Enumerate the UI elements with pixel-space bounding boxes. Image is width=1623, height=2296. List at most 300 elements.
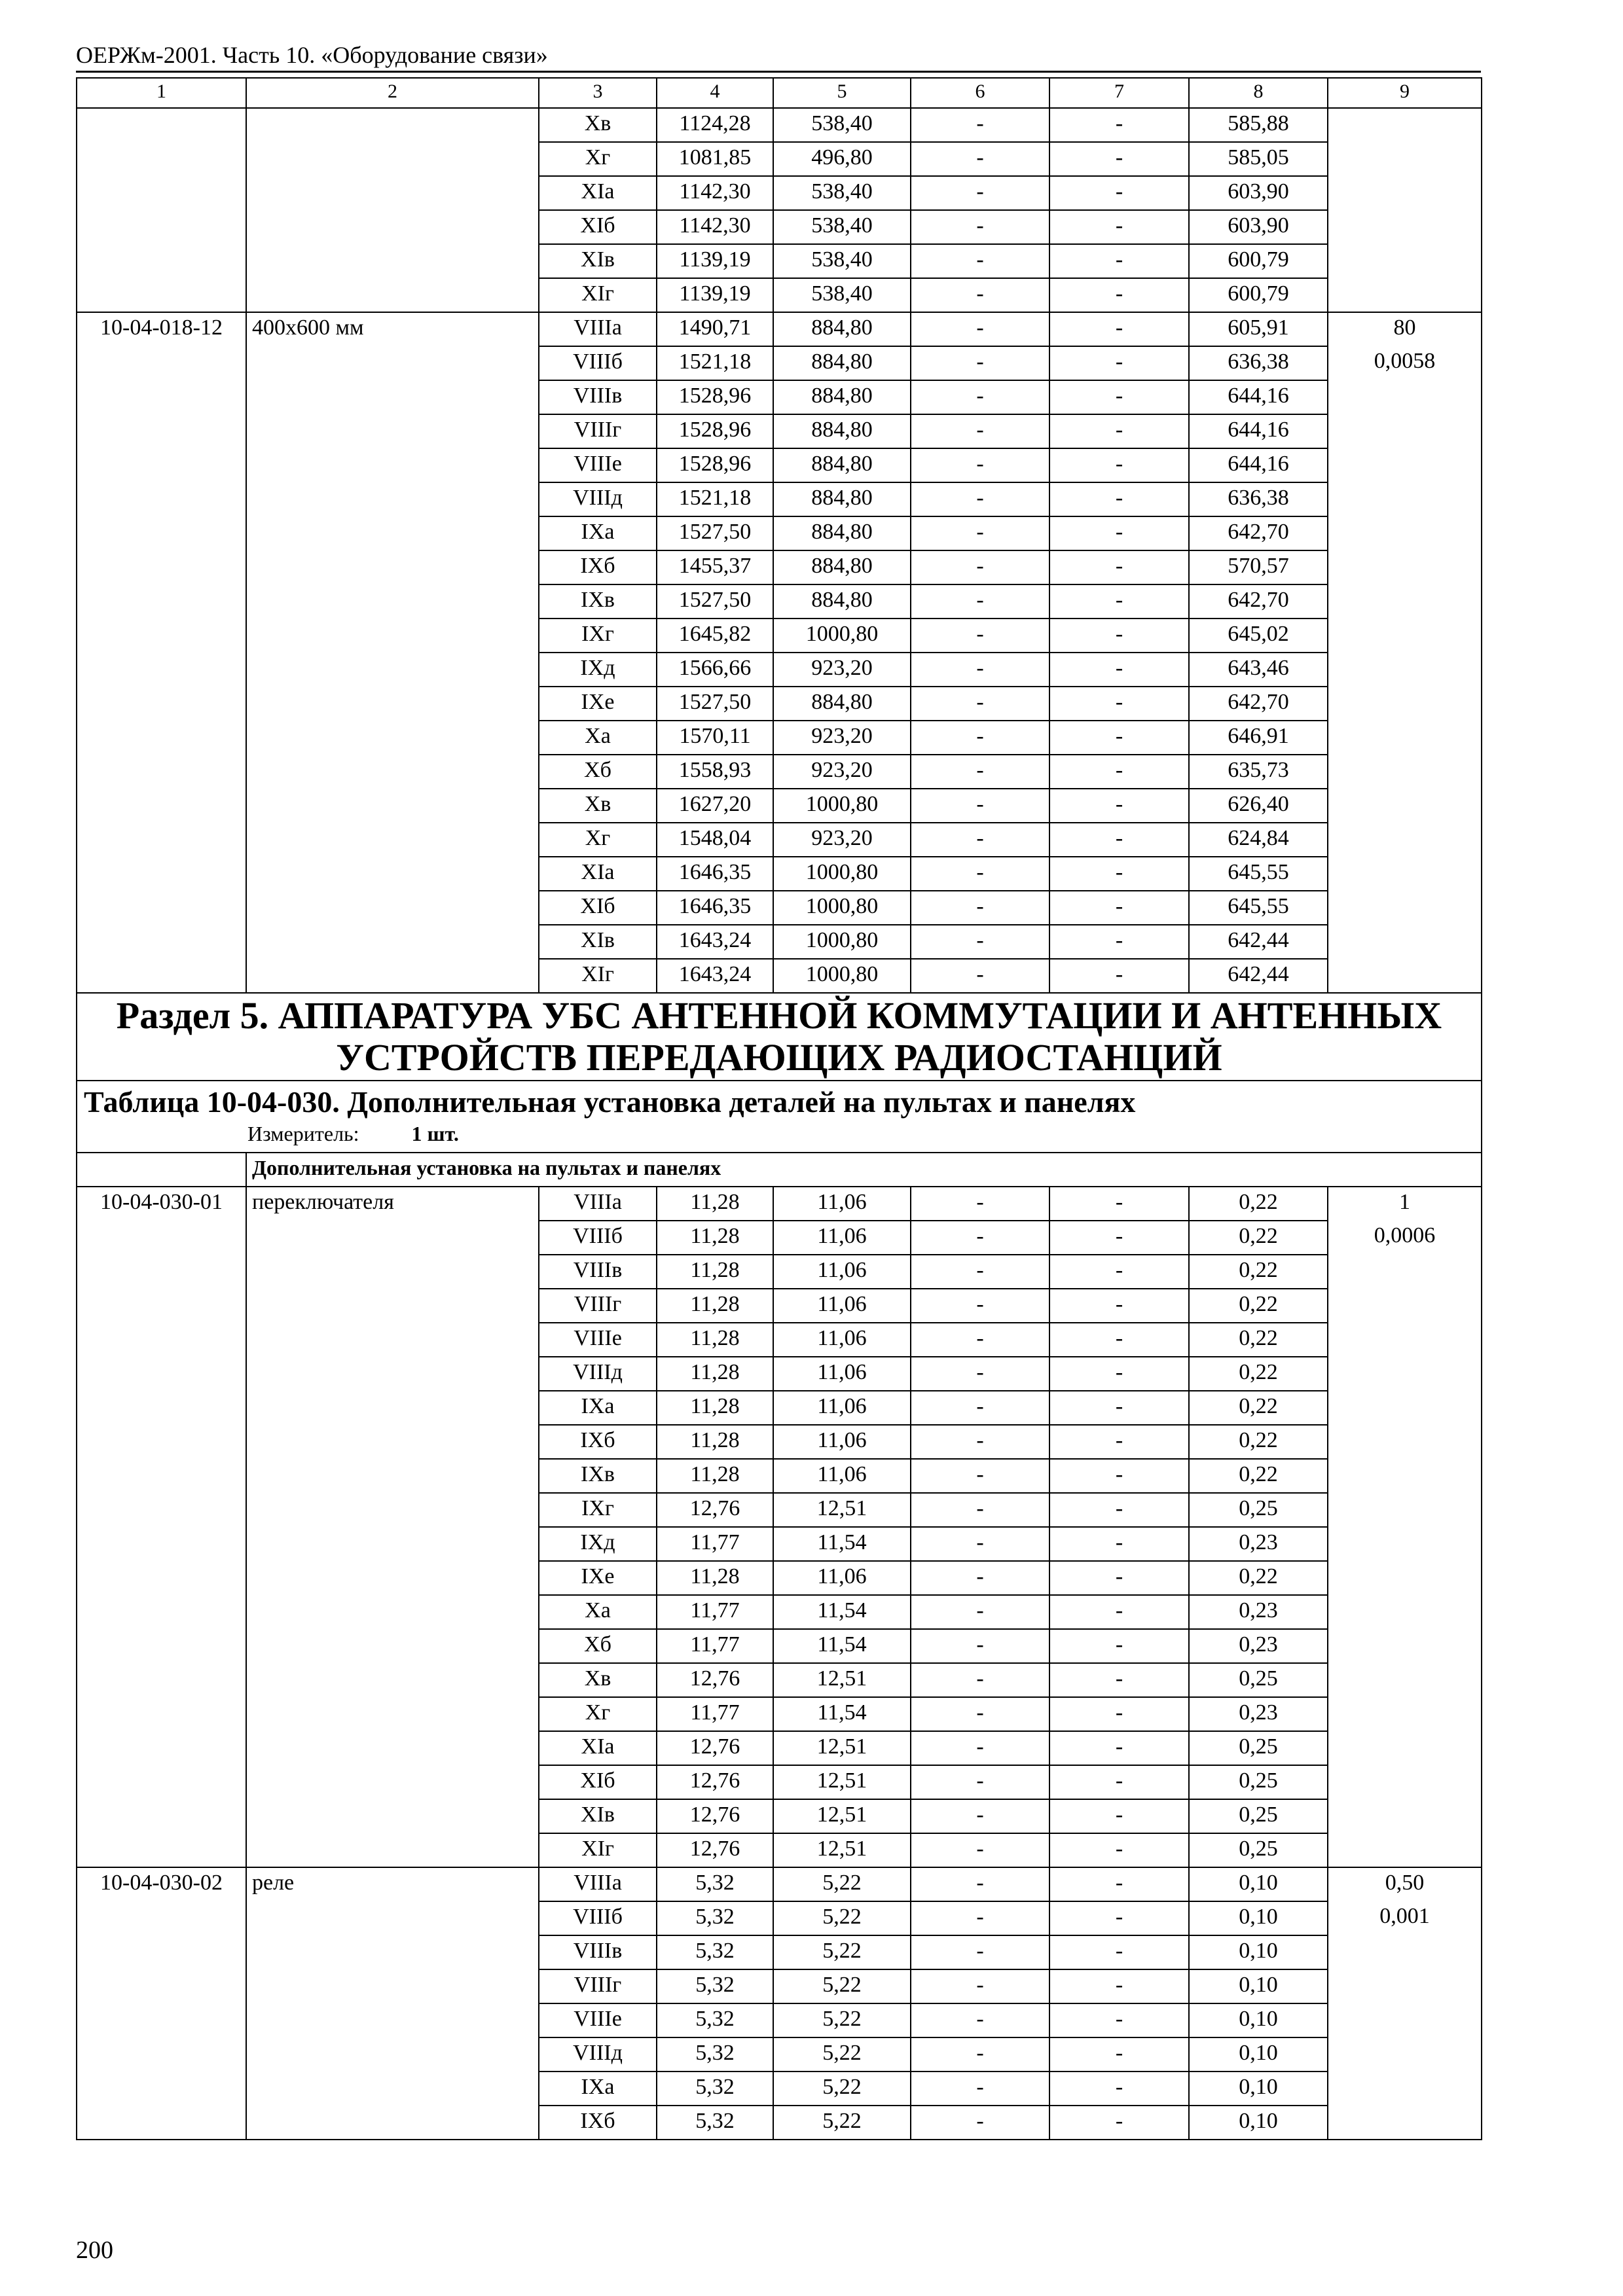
rate-note: 80 bbox=[1328, 312, 1482, 346]
table-cell: 923,20 bbox=[773, 721, 911, 755]
table-cell: - bbox=[1049, 1697, 1189, 1731]
table-cell: - bbox=[911, 1731, 1049, 1765]
column-number: 6 bbox=[911, 78, 1049, 108]
table-cell: 1000,80 bbox=[773, 619, 911, 653]
table-cell: VIIIг bbox=[539, 1289, 657, 1323]
table-cell: IXа bbox=[539, 2072, 657, 2106]
table-cell: 1527,50 bbox=[657, 516, 773, 550]
table-cell: 0,10 bbox=[1189, 2106, 1328, 2140]
rate-note-blank bbox=[1328, 2003, 1482, 2037]
table-cell: - bbox=[911, 1901, 1049, 1935]
table-cell: - bbox=[911, 2003, 1049, 2037]
table-cell: 1000,80 bbox=[773, 789, 911, 823]
table-cell: XIа bbox=[539, 1731, 657, 1765]
rate-note-blank bbox=[1328, 1765, 1482, 1799]
column-number-row bbox=[77, 78, 1482, 108]
table-cell: IXб bbox=[539, 550, 657, 584]
table-cell: - bbox=[1049, 1935, 1189, 1969]
table-cell: 12,76 bbox=[657, 1799, 773, 1833]
table-cell: - bbox=[1049, 1187, 1189, 1221]
table-cell: IXб bbox=[539, 1425, 657, 1459]
rate-note: 0,0058 bbox=[1328, 346, 1482, 380]
table-cell: 0,25 bbox=[1189, 1833, 1328, 1867]
table-cell: - bbox=[911, 244, 1049, 278]
rate-note-blank bbox=[1328, 210, 1482, 244]
table-cell: - bbox=[1049, 1799, 1189, 1833]
table-cell: 0,22 bbox=[1189, 1289, 1328, 1323]
table-cell: 11,06 bbox=[773, 1323, 911, 1357]
table-cell: 5,22 bbox=[773, 1935, 911, 1969]
rate-note: 0,0006 bbox=[1328, 1221, 1482, 1255]
rate-note-blank bbox=[1328, 1663, 1482, 1697]
table-cell: 0,10 bbox=[1189, 2003, 1328, 2037]
table-cell: 0,22 bbox=[1189, 1391, 1328, 1425]
rate-code: 10-04-030-01 bbox=[77, 1187, 246, 1867]
table-cell: 0,25 bbox=[1189, 1663, 1328, 1697]
table-cell: - bbox=[1049, 244, 1189, 278]
column-number: 1 bbox=[77, 78, 246, 108]
table-cell: - bbox=[911, 380, 1049, 414]
rate-note-blank bbox=[1328, 687, 1482, 721]
table-row bbox=[77, 312, 1482, 346]
rate-note-blank bbox=[1328, 1357, 1482, 1391]
table-cell: IXе bbox=[539, 1561, 657, 1595]
table-cell: 642,44 bbox=[1189, 925, 1328, 959]
table-cell: 11,28 bbox=[657, 1459, 773, 1493]
table-cell: 0,10 bbox=[1189, 2037, 1328, 2072]
rates-table bbox=[76, 77, 1482, 2140]
table-cell: - bbox=[911, 550, 1049, 584]
page-number: 200 bbox=[76, 2236, 113, 2264]
table-cell: 1455,37 bbox=[657, 550, 773, 584]
table-cell: Xб bbox=[539, 755, 657, 789]
table-cell: 642,70 bbox=[1189, 516, 1328, 550]
table-cell: - bbox=[1049, 1901, 1189, 1935]
rate-note-blank bbox=[1328, 1935, 1482, 1969]
table-cell: 12,51 bbox=[773, 1765, 911, 1799]
table-cell: 923,20 bbox=[773, 823, 911, 857]
table-subheading: Дополнительная установка на пультах и панелях bbox=[246, 1153, 1482, 1187]
table-cell: 11,06 bbox=[773, 1459, 911, 1493]
rate-note-blank bbox=[1328, 1833, 1482, 1867]
rate-code bbox=[77, 108, 246, 312]
rate-note-blank bbox=[1328, 755, 1482, 789]
table-cell: 1558,93 bbox=[657, 755, 773, 789]
table-cell: - bbox=[1049, 210, 1189, 244]
section-block bbox=[77, 993, 1482, 1187]
table-cell: - bbox=[911, 1595, 1049, 1629]
table-cell: - bbox=[1049, 2072, 1189, 2106]
table-cell: 884,80 bbox=[773, 516, 911, 550]
table-cell: 603,90 bbox=[1189, 210, 1328, 244]
table-cell: 11,77 bbox=[657, 1595, 773, 1629]
table-cell: - bbox=[911, 414, 1049, 448]
table-cell: - bbox=[1049, 1833, 1189, 1867]
table-cell: 1490,71 bbox=[657, 312, 773, 346]
column-number: 8 bbox=[1189, 78, 1328, 108]
table-cell: XIб bbox=[539, 1765, 657, 1799]
table-cell: VIIIг bbox=[539, 1969, 657, 2003]
table-cell: 570,57 bbox=[1189, 550, 1328, 584]
table-cell: - bbox=[1049, 1969, 1189, 2003]
table-cell: 1142,30 bbox=[657, 176, 773, 210]
table-cell: 642,70 bbox=[1189, 687, 1328, 721]
table-cell: 0,10 bbox=[1189, 1867, 1328, 1901]
table-cell: 0,25 bbox=[1189, 1799, 1328, 1833]
table-cell: - bbox=[911, 619, 1049, 653]
table-cell: 5,32 bbox=[657, 2003, 773, 2037]
rate-note-blank bbox=[1328, 1425, 1482, 1459]
table-cell: VIIIд bbox=[539, 1357, 657, 1391]
table-cell: 626,40 bbox=[1189, 789, 1328, 823]
rate-note-blank bbox=[1328, 244, 1482, 278]
rate-note-blank bbox=[1328, 2037, 1482, 2072]
table-cell: - bbox=[1049, 721, 1189, 755]
table-cell: - bbox=[1049, 516, 1189, 550]
table-cell: 11,28 bbox=[657, 1255, 773, 1289]
rate-note-blank bbox=[1328, 142, 1482, 176]
rate-note-blank bbox=[1328, 1493, 1482, 1527]
table-cell: 0,25 bbox=[1189, 1765, 1328, 1799]
table-cell: - bbox=[911, 1697, 1049, 1731]
table-cell: - bbox=[911, 1969, 1049, 2003]
table-cell: Xа bbox=[539, 721, 657, 755]
table-cell: - bbox=[911, 1289, 1049, 1323]
table-cell: - bbox=[1049, 1221, 1189, 1255]
table-cell: 11,28 bbox=[657, 1425, 773, 1459]
table-cell: IXв bbox=[539, 584, 657, 619]
table-cell: 11,06 bbox=[773, 1561, 911, 1595]
table-cell: XIв bbox=[539, 925, 657, 959]
table-cell: IXа bbox=[539, 1391, 657, 1425]
table-cell: - bbox=[911, 1833, 1049, 1867]
table-cell: 884,80 bbox=[773, 448, 911, 482]
table-cell: - bbox=[1049, 891, 1189, 925]
rate-note-blank bbox=[1328, 550, 1482, 584]
table-cell: 11,54 bbox=[773, 1629, 911, 1663]
table-cell: IXд bbox=[539, 1527, 657, 1561]
table-cell: 624,84 bbox=[1189, 823, 1328, 857]
table-cell: - bbox=[1049, 278, 1189, 312]
table-cell: VIIIе bbox=[539, 2003, 657, 2037]
table-cell: 643,46 bbox=[1189, 653, 1328, 687]
table-cell: - bbox=[911, 1425, 1049, 1459]
table-cell: 642,44 bbox=[1189, 959, 1328, 993]
table-cell: IXа bbox=[539, 516, 657, 550]
table-cell: 636,38 bbox=[1189, 482, 1328, 516]
table-cell: 11,06 bbox=[773, 1221, 911, 1255]
table-cell: 600,79 bbox=[1189, 244, 1328, 278]
rate-code: 10-04-030-02 bbox=[77, 1867, 246, 2140]
table-body-bottom bbox=[77, 1187, 1482, 2140]
rate-note-blank bbox=[1328, 1697, 1482, 1731]
table-cell: 1527,50 bbox=[657, 687, 773, 721]
table-cell: Xв bbox=[539, 108, 657, 142]
rate-note-blank bbox=[1328, 108, 1482, 142]
table-cell: VIIIд bbox=[539, 2037, 657, 2072]
table-cell: 1645,82 bbox=[657, 619, 773, 653]
table-cell: 5,32 bbox=[657, 1935, 773, 1969]
table-row bbox=[77, 108, 1482, 142]
table-cell: 1570,11 bbox=[657, 721, 773, 755]
rate-note-blank bbox=[1328, 619, 1482, 653]
table-cell: Xа bbox=[539, 1595, 657, 1629]
measure-label: Измеритель: bbox=[247, 1122, 359, 1145]
table-cell: - bbox=[1049, 1629, 1189, 1663]
table-cell: 1646,35 bbox=[657, 891, 773, 925]
table-cell: 644,16 bbox=[1189, 380, 1328, 414]
table-cell: - bbox=[911, 1459, 1049, 1493]
rate-note-blank bbox=[1328, 414, 1482, 448]
measure-line bbox=[84, 1121, 1474, 1147]
table-cell: XIг bbox=[539, 278, 657, 312]
table-cell: 0,22 bbox=[1189, 1357, 1328, 1391]
table-cell: 1643,24 bbox=[657, 959, 773, 993]
column-number: 9 bbox=[1328, 78, 1482, 108]
table-cell: 0,22 bbox=[1189, 1425, 1328, 1459]
table-cell: 1142,30 bbox=[657, 210, 773, 244]
rate-note-blank bbox=[1328, 1731, 1482, 1765]
subheading-blank bbox=[77, 1153, 246, 1187]
table-cell: - bbox=[911, 312, 1049, 346]
table-cell: 644,16 bbox=[1189, 448, 1328, 482]
table-cell: - bbox=[911, 1561, 1049, 1595]
table-cell: 644,16 bbox=[1189, 414, 1328, 448]
table-cell: 0,22 bbox=[1189, 1561, 1328, 1595]
table-cell: VIIIв bbox=[539, 1935, 657, 1969]
table-cell: 0,10 bbox=[1189, 1935, 1328, 1969]
table-cell: - bbox=[1049, 1323, 1189, 1357]
table-cell: 11,54 bbox=[773, 1595, 911, 1629]
table-cell: - bbox=[1049, 959, 1189, 993]
table-title: Таблица 10-04-030. Дополнительная установка деталей на пультах и панелях bbox=[84, 1085, 1136, 1119]
table-cell: 11,06 bbox=[773, 1357, 911, 1391]
table-cell: 1566,66 bbox=[657, 653, 773, 687]
table-cell: XIа bbox=[539, 857, 657, 891]
table-cell: 642,70 bbox=[1189, 584, 1328, 619]
table-cell: XIв bbox=[539, 1799, 657, 1833]
table-cell: 12,51 bbox=[773, 1493, 911, 1527]
section-heading-row bbox=[77, 993, 1482, 1081]
table-cell: - bbox=[1049, 482, 1189, 516]
table-cell: - bbox=[911, 482, 1049, 516]
table-cell: - bbox=[1049, 550, 1189, 584]
table-cell: - bbox=[911, 823, 1049, 857]
table-cell: 11,06 bbox=[773, 1391, 911, 1425]
table-cell: 0,22 bbox=[1189, 1187, 1328, 1221]
table-cell: 0,22 bbox=[1189, 1323, 1328, 1357]
table-cell: - bbox=[911, 1867, 1049, 1901]
table-cell: - bbox=[911, 1323, 1049, 1357]
table-cell: - bbox=[911, 687, 1049, 721]
table-cell: - bbox=[1049, 1663, 1189, 1697]
table-cell: - bbox=[1049, 789, 1189, 823]
table-cell: 585,88 bbox=[1189, 108, 1328, 142]
table-cell: - bbox=[1049, 1425, 1189, 1459]
table-cell: - bbox=[911, 925, 1049, 959]
rate-note-blank bbox=[1328, 1255, 1482, 1289]
table-cell: XIг bbox=[539, 959, 657, 993]
table-cell: - bbox=[1049, 1527, 1189, 1561]
table-cell: 645,02 bbox=[1189, 619, 1328, 653]
table-cell: IXд bbox=[539, 653, 657, 687]
table-cell: 5,22 bbox=[773, 1867, 911, 1901]
page-header-title: ОЕРЖм-2001. Часть 10. «Оборудование связи» bbox=[76, 42, 548, 68]
table-cell: 884,80 bbox=[773, 346, 911, 380]
table-cell: - bbox=[1049, 1493, 1189, 1527]
rate-note-blank bbox=[1328, 925, 1482, 959]
table-cell: 11,28 bbox=[657, 1391, 773, 1425]
table-cell: 1528,96 bbox=[657, 414, 773, 448]
table-cell: 0,22 bbox=[1189, 1459, 1328, 1493]
table-cell: - bbox=[911, 959, 1049, 993]
rate-note: 0,001 bbox=[1328, 1901, 1482, 1935]
table-cell: 0,10 bbox=[1189, 2072, 1328, 2106]
table-cell: IXб bbox=[539, 2106, 657, 2140]
table-cell: 5,22 bbox=[773, 2003, 911, 2037]
table-cell: 5,22 bbox=[773, 2072, 911, 2106]
table-cell: 538,40 bbox=[773, 108, 911, 142]
rate-note-blank bbox=[1328, 176, 1482, 210]
table-cell: - bbox=[1049, 414, 1189, 448]
table-cell: 1000,80 bbox=[773, 891, 911, 925]
table-cell: - bbox=[1049, 1765, 1189, 1799]
table-cell: - bbox=[911, 176, 1049, 210]
table-cell: - bbox=[1049, 857, 1189, 891]
table-cell: 884,80 bbox=[773, 550, 911, 584]
rate-note-blank bbox=[1328, 891, 1482, 925]
table-cell: - bbox=[911, 584, 1049, 619]
table-cell: 12,51 bbox=[773, 1731, 911, 1765]
table-cell: - bbox=[911, 1799, 1049, 1833]
table-cell: - bbox=[1049, 312, 1189, 346]
table-cell: - bbox=[911, 755, 1049, 789]
table-cell: 1124,28 bbox=[657, 108, 773, 142]
table-cell: - bbox=[911, 1663, 1049, 1697]
table-cell: - bbox=[911, 2106, 1049, 2140]
table-cell: - bbox=[911, 1493, 1049, 1527]
table-cell: - bbox=[911, 278, 1049, 312]
table-cell: 11,06 bbox=[773, 1425, 911, 1459]
table-cell: 0,25 bbox=[1189, 1493, 1328, 1527]
table-cell: 585,05 bbox=[1189, 142, 1328, 176]
rate-note-blank bbox=[1328, 653, 1482, 687]
table-cell: - bbox=[911, 1629, 1049, 1663]
table-cell: 605,91 bbox=[1189, 312, 1328, 346]
table-cell: 5,32 bbox=[657, 1969, 773, 2003]
table-cell: 5,22 bbox=[773, 2037, 911, 2072]
table-cell: Xг bbox=[539, 823, 657, 857]
table-cell: 1643,24 bbox=[657, 925, 773, 959]
header-rule bbox=[76, 71, 1481, 73]
table-cell: - bbox=[911, 210, 1049, 244]
table-cell: 645,55 bbox=[1189, 857, 1328, 891]
table-cell: 884,80 bbox=[773, 687, 911, 721]
rate-code: 10-04-018-12 bbox=[77, 312, 246, 993]
table-cell: 11,28 bbox=[657, 1289, 773, 1323]
table-cell: 884,80 bbox=[773, 482, 911, 516]
table-cell: 11,28 bbox=[657, 1221, 773, 1255]
table-cell: 11,77 bbox=[657, 1629, 773, 1663]
table-cell: 1139,19 bbox=[657, 244, 773, 278]
rate-note-blank bbox=[1328, 823, 1482, 857]
table-cell: 12,76 bbox=[657, 1663, 773, 1697]
rate-note-blank bbox=[1328, 2106, 1482, 2140]
table-cell: VIIIа bbox=[539, 312, 657, 346]
column-number: 3 bbox=[539, 78, 657, 108]
table-cell: VIIIг bbox=[539, 414, 657, 448]
table-cell: - bbox=[911, 1527, 1049, 1561]
table-cell: XIг bbox=[539, 1833, 657, 1867]
column-number: 2 bbox=[246, 78, 539, 108]
table-cell: 1528,96 bbox=[657, 448, 773, 482]
table-cell: 884,80 bbox=[773, 312, 911, 346]
table-cell: - bbox=[1049, 755, 1189, 789]
rate-note-blank bbox=[1328, 584, 1482, 619]
table-cell: - bbox=[1049, 1595, 1189, 1629]
table-cell: 5,32 bbox=[657, 2106, 773, 2140]
table-cell: 538,40 bbox=[773, 278, 911, 312]
table-cell: 1527,50 bbox=[657, 584, 773, 619]
table-body-top bbox=[77, 78, 1482, 993]
table-cell: VIIIе bbox=[539, 448, 657, 482]
table-cell: 1000,80 bbox=[773, 959, 911, 993]
table-cell: - bbox=[1049, 1255, 1189, 1289]
table-cell: - bbox=[1049, 448, 1189, 482]
table-cell: - bbox=[911, 108, 1049, 142]
table-cell: 600,79 bbox=[1189, 278, 1328, 312]
rate-note-blank bbox=[1328, 278, 1482, 312]
table-cell: 5,32 bbox=[657, 1867, 773, 1901]
rate-note-blank bbox=[1328, 789, 1482, 823]
rate-note-blank bbox=[1328, 857, 1482, 891]
table-cell: - bbox=[1049, 2106, 1189, 2140]
table-cell: - bbox=[1049, 687, 1189, 721]
table-cell: - bbox=[1049, 1357, 1189, 1391]
table-cell: XIб bbox=[539, 210, 657, 244]
table-cell: VIIIв bbox=[539, 380, 657, 414]
table-cell: 11,28 bbox=[657, 1357, 773, 1391]
rate-note: 0,50 bbox=[1328, 1867, 1482, 1901]
table-cell: 11,54 bbox=[773, 1697, 911, 1731]
rate-note-blank bbox=[1328, 448, 1482, 482]
table-cell: Xв bbox=[539, 789, 657, 823]
table-cell: 12,76 bbox=[657, 1493, 773, 1527]
table-cell: - bbox=[1049, 2037, 1189, 2072]
table-cell: - bbox=[911, 516, 1049, 550]
table-title-row bbox=[77, 1081, 1482, 1153]
table-cell: 1627,20 bbox=[657, 789, 773, 823]
table-cell: - bbox=[1049, 1561, 1189, 1595]
table-cell: - bbox=[1049, 380, 1189, 414]
measure-value: 1 шт. bbox=[411, 1122, 459, 1145]
rate-name: 400х600 мм bbox=[246, 312, 539, 993]
table-cell: - bbox=[911, 1391, 1049, 1425]
table-cell: - bbox=[1049, 1867, 1189, 1901]
table-cell: - bbox=[911, 346, 1049, 380]
table-cell: - bbox=[911, 1765, 1049, 1799]
rate-note-blank bbox=[1328, 721, 1482, 755]
table-cell: Xг bbox=[539, 1697, 657, 1731]
table-cell: 538,40 bbox=[773, 210, 911, 244]
table-cell: - bbox=[911, 857, 1049, 891]
table-cell: VIIIа bbox=[539, 1187, 657, 1221]
table-cell: 1139,19 bbox=[657, 278, 773, 312]
table-cell: - bbox=[911, 653, 1049, 687]
table-cell: XIб bbox=[539, 891, 657, 925]
table-cell: VIIIб bbox=[539, 1901, 657, 1935]
table-cell: 923,20 bbox=[773, 755, 911, 789]
